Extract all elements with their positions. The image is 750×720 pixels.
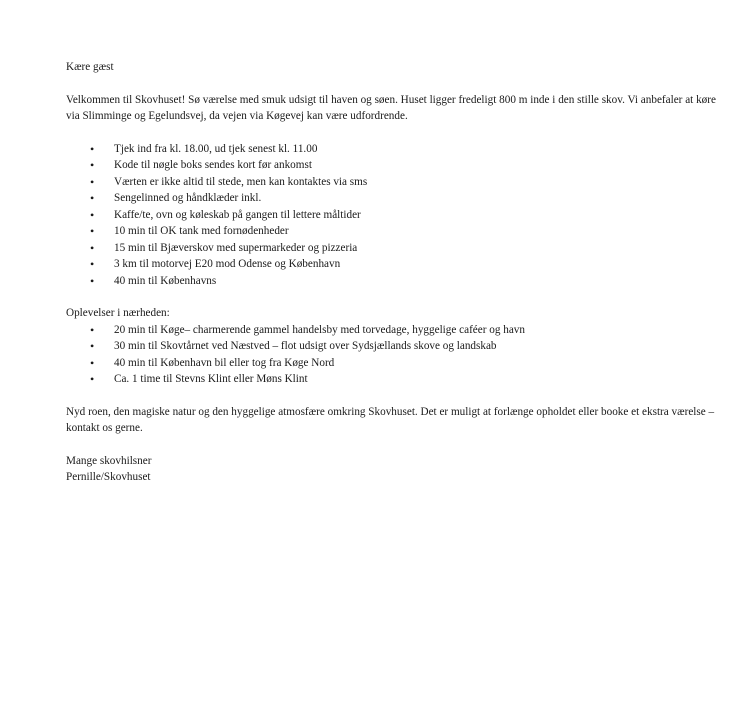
letter-body [66, 59, 722, 486]
experiences-list [66, 322, 722, 388]
list-item: • Kode til nøgle boks sendes kort før ankomst [90, 157, 722, 174]
list-item: • 3 km til motorvej E20 mod Odense og København [90, 256, 722, 273]
intro-paragraph: Velkommen til Skovhuset! Sø værelse med smuk udsigt til haven og søen. Huset ligger fredeligt 800 m inde i den stille skov. Vi anbefaler at køre via Slimminge og Egelundsvej, da vejen via Køgevej kan være udfordrende. [66, 93, 716, 122]
list-item: • Kaffe/te, ovn og køleskab på gangen til lettere måltider [90, 207, 722, 224]
list-item: • 10 min til OK tank med fornødenheder [90, 223, 722, 240]
list-item: • 40 min til Københavns [90, 273, 722, 290]
experiences-heading: Oplevelser i nærheden: [66, 307, 170, 319]
salutation: Kære gæst [66, 61, 114, 73]
list-item: • Værten er ikke altid til stede, men kan kontaktes via sms [90, 174, 722, 191]
list-item: • Sengelinned og håndklæder inkl. [90, 190, 722, 207]
list-item: • Ca. 1 time til Stevns Klint eller Møns Klint [90, 371, 722, 388]
list-item: • 15 min til Bjæverskov med supermarkeder og pizzeria [90, 240, 722, 257]
info-list [66, 141, 722, 290]
closing-paragraph: Nyd roen, den magiske natur og den hyggelige atmosfære omkring Skovhuset. Det er muligt at forlænge opholdet eller booke et ekstra værelse – kontakt os gerne. [66, 405, 715, 434]
list-item: • 30 min til Skovtårnet ved Næstved – flot udsigt over Sydsjællands skove og landskab [90, 338, 722, 355]
signature: Pernille/Skovhuset [66, 471, 151, 483]
list-item: • Tjek ind fra kl. 18.00, ud tjek senest kl. 11.00 [90, 141, 722, 158]
list-item: • 40 min til København bil eller tog fra Køge Nord [90, 355, 722, 372]
list-item: • 20 min til Køge– charmerende gammel handelsby med torvedage, hyggelige caféer og havn [90, 322, 722, 339]
signoff: Mange skovhilsner [66, 454, 152, 467]
